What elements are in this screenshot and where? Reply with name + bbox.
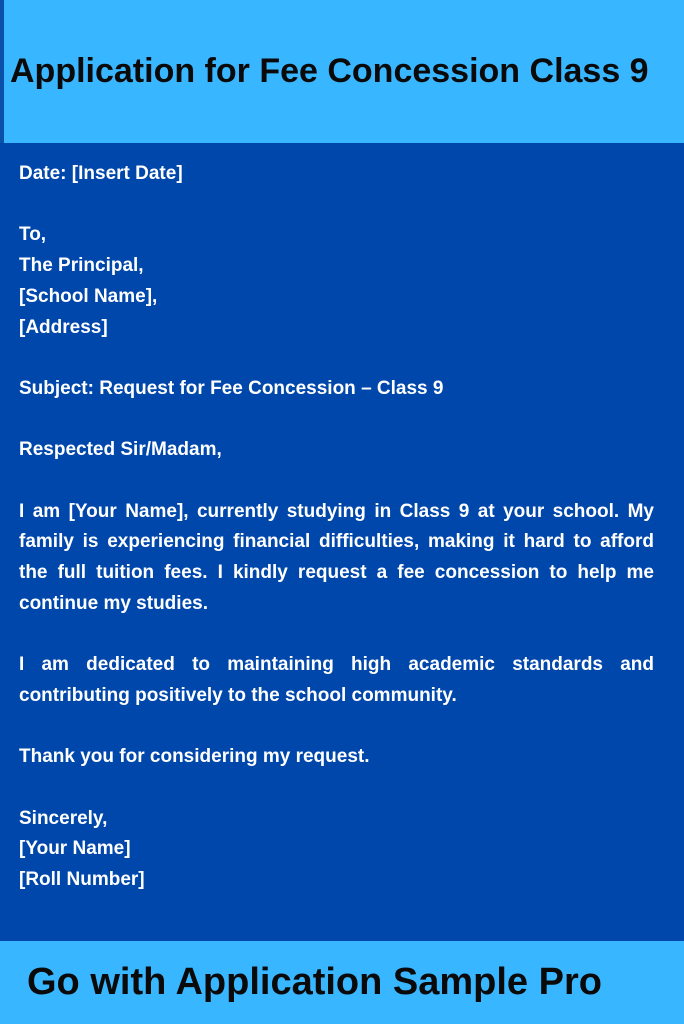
page-title: Application for Fee Concession Class 9 (10, 52, 649, 90)
letter-address: [Address] (19, 316, 108, 338)
letter-signature-name: [Your Name] (19, 838, 131, 860)
footer-banner (0, 941, 684, 1024)
letter-paragraph-1: I am [Your Name], currently studying in Class 9 at your school. My family is experiencing financial difficulties, making it hard to afford the full tuition fees. I kindly request a fee concession to help me continue my studies. (19, 500, 654, 614)
spacer (19, 190, 654, 221)
letter-to: To, (19, 224, 47, 246)
letter-body (19, 159, 654, 896)
letter-school: [School Name], (19, 285, 158, 307)
spacer (19, 619, 654, 650)
letter-closing: Sincerely, (19, 807, 108, 829)
spacer (19, 712, 654, 743)
letter-roll-number: [Roll Number] (19, 869, 145, 891)
spacer (19, 466, 654, 497)
letter-recipient: The Principal, (19, 255, 144, 277)
header-banner (0, 0, 684, 143)
letter-thanks: Thank you for considering my request. (19, 746, 370, 768)
letter-paragraph-2: I am dedicated to maintaining high academic standards and contributing positively to the school community. (19, 654, 654, 706)
spacer (19, 405, 654, 436)
footer-text: Go with Application Sample Pro (27, 961, 602, 1003)
spacer (19, 343, 654, 374)
letter-salutation: Respected Sir/Madam, (19, 439, 222, 461)
letter-date: Date: [Insert Date] (19, 163, 183, 184)
spacer (19, 773, 654, 804)
letter-subject: Subject: Request for Fee Concession – Class 9 (19, 377, 444, 399)
